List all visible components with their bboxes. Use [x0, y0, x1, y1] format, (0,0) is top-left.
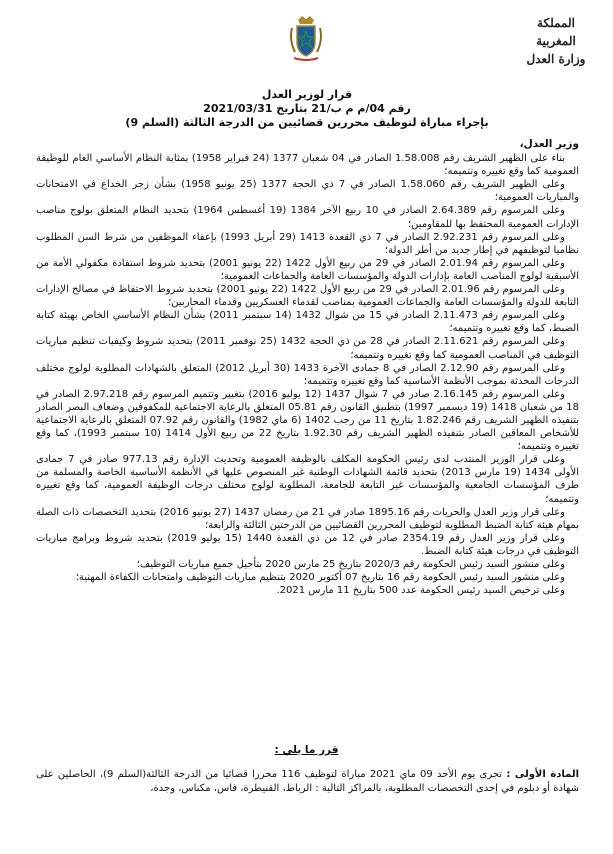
preamble-paragraph: وعلى المرسوم رقم 2.92.231 الصادر في 7 ذي القعدة 1413 (29 أبريل 1993) بإعفاء الموظفين من شرط السن المطلوب نظاميا لتوظيفهم في إطار جديد من أطر الدولة؛: [36, 231, 579, 256]
preamble: [36, 138, 579, 597]
ministry-name: وزارة العدل: [526, 52, 586, 66]
decree-title: قرار لوزير العدل: [261, 88, 353, 101]
preamble-paragraph: وعلى الظهير الشريف رقم 1.58.060 الصادر في 7 ذي الحجة 1377 (25 يونيو 1958) بشأن زجر الخداع في الامتحانات والمباريات العمومية؛: [36, 179, 579, 204]
coat-of-arms-icon: [286, 14, 326, 62]
preamble-paragraph: بناء على الظهير الشريف رقم 1.58.008 الصادر في 04 شعبان 1377 (24 فبراير 1958) بمثابة النظام الأساسي العام للوظيفة العمومية كما وقع تغييره وتتميمه؛: [36, 153, 579, 178]
decree-number: رقم 04/م م ب/21 بتاريخ 2021/03/31: [203, 102, 411, 115]
opening-line: وزير العدل،: [519, 138, 579, 150]
preamble-paragraph: وعلى المرسوم رقم 2.16.145 صادر في 7 شوال 1437 (12 يوليو 2016) بتغيير وتتميم المرسوم رقم 2.97.218 الصادر في 18 من شعبان 1418 (19 ديسمبر 1997) بتطبيق القانون رقم 05.81 المتعلق بالرعاية الاجتماعية للمكفوفين وضعاف البصر الصادر بتنفيذه الظهير الشريف رقم 1.82.246 بتاريخ 11 من رجب 1402 (6 ماي 1982) والقانون رقم 07.92 المتعلق بالرعاية الاجتماعية للأشخاص المعاقين الصادر بتنفيذه الظهير الشريف رقم 1.92.30 بتاريخ 22 من ربيع الأول 1414 (10 سبتمبر 1993)، كما وقع تغييره وتتميمه؛: [36, 388, 580, 453]
preamble-paragraph: وعلى المرسوم رقم 2.64.389 الصادر في 10 ربيع الآخر 1384 (19 أغسطس 1964) بتحديد النظام المتعلق بولوج مناصب الإدارات العمومية المحتفظ بها للمقاومين؛: [36, 205, 579, 230]
preamble-paragraph: وعلى المرسوم رقم 2.11.621 الصادر في 28 من ذي الحجة 1432 (25 نوفمبر 2011) بتحديد شروط وكيفيات تنظيم مباريات التوظيف في المناصب العمومية كما وقع تغييره وتتميمه؛: [36, 336, 579, 361]
preamble-paragraph: وعلى المرسوم رقم 2.11.473 الصادر في 15 من شوال 1432 (14 سبتمبر 2011) بشأن النظام الأساسي الخاص بهيئة كتابة الضبط، كما وقع تغييره وتتميمه؛: [36, 310, 579, 335]
preamble-paragraph: وعلى قرار وزير العدل والحريات رقم 1895.16 صادر في 21 من رمضان 1437 (27 يونيو 2016) بتحديد التخصصات ذات الصلة بمهام هيئة كتابة الضبط المطلوبة لتوظيف المحررين القضائيين من الدرجتين الثالثة والرابعة؛: [36, 506, 579, 531]
preamble-paragraph: وعلى قرار وزير العدل رقم 2354.19 صادر في 12 من ذي القعدة 1440 (15 يوليو 2019) بتحديد شروط وبرامج مباريات التوظيف في درجات هيئة كتابة الضبط.: [36, 532, 579, 557]
kingdom-name: المملكة المغربية: [536, 16, 576, 48]
preamble-paragraph: وعلى المرسوم رقم 2.12.90 الصادر في 8 جمادى الآخرة 1433 (30 أبريل 2012) المتعلق بالشهادات المطلوبة لولوج مختلف الدرجات المحدثة بموجب الأنظمة الأساسية كما وقع تغييره وتتميمه؛: [36, 362, 579, 387]
decision-heading: قرر ما يلي :: [274, 744, 339, 756]
decree-subject: بإجراء مباراة لتوظيف محررين قضائيين من الدرجة الثالثة (السلم 9): [125, 116, 489, 129]
preamble-paragraph: وعلى منشور السيد رئيس الحكومة رقم 2020/3 بتاريخ 25 مارس 2020 بتأجيل جميع مباريات التوظيف؛: [136, 559, 565, 570]
article-1: [36, 768, 579, 796]
preamble-paragraph: وعلى ترخيص السيد رئيس الحكومة عدد 500 بتاريخ 11 مارس 2021.: [276, 585, 565, 597]
preamble-paragraph: وعلى قرار الوزير المنتدب لدى رئيس الحكومة المكلف بالوظيفة العمومية وتحديث الإدارة رقم 977.13 صادر في 7 جمادى الأولى 1434 (19 مارس 2013) بتحديد قائمة الشهادات الوطنية غير المنصوص عليها في الأنظمة الأساسية الخاصة والمسلمة من طرف المؤسسات الجامعية والمؤسسات غير التابعة للجامعة، المطلوبة لولوج مختلف درجات الوظيفة العمومية، كما وقع تغييره وتتميمه؛: [36, 454, 579, 505]
ministry-letterhead: [521, 14, 591, 68]
article-label: المادة الأولى :: [506, 769, 580, 780]
decree-header: [120, 88, 494, 130]
preamble-paragraph: وعلى المرسوم رقم 2.01.96 الصادر في 29 من ربيع الأول 1422 (22 يونيو 2001) بتحديد شروط الاحتفاظ في مصالح الإدارات التابعة للدولة والمؤسسات العامة والجماعات العمومية بمناصب لقدماء العسكريين وقدماء المحاربين؛: [36, 284, 579, 309]
article-text: تجرى يوم الأحد 09 ماي 2021 مباراة لتوظيف 116 محررا قضائيا من الدرجة الثالثة(السلم 9)، الحاصلين على شهادة أو دبلوم في إحدى التخصصات المطلوبة، بالمراكز التالية : الرباط، القنيطرة، فاس، مكناس، وجدة،: [36, 769, 579, 794]
preamble-paragraph: وعلى منشور السيد رئيس الحكومة رقم 16 بتاريخ 07 أكتوبر 2020 بتنظيم مباريات التوظيف وامتحانات الكفاءة المهنية؛: [75, 572, 565, 584]
preamble-paragraph: وعلى المرسوم رقم 2.01.94 الصادر في 29 من ربيع الأول 1422 (22 يونيو 2001) بتحديد شروط استفادة مكفولي الأمة من الأسبقية لولوج المناصب العامة بإدارات الدولة والمؤسسات العامة والجماعات العمومية؛: [36, 257, 579, 282]
